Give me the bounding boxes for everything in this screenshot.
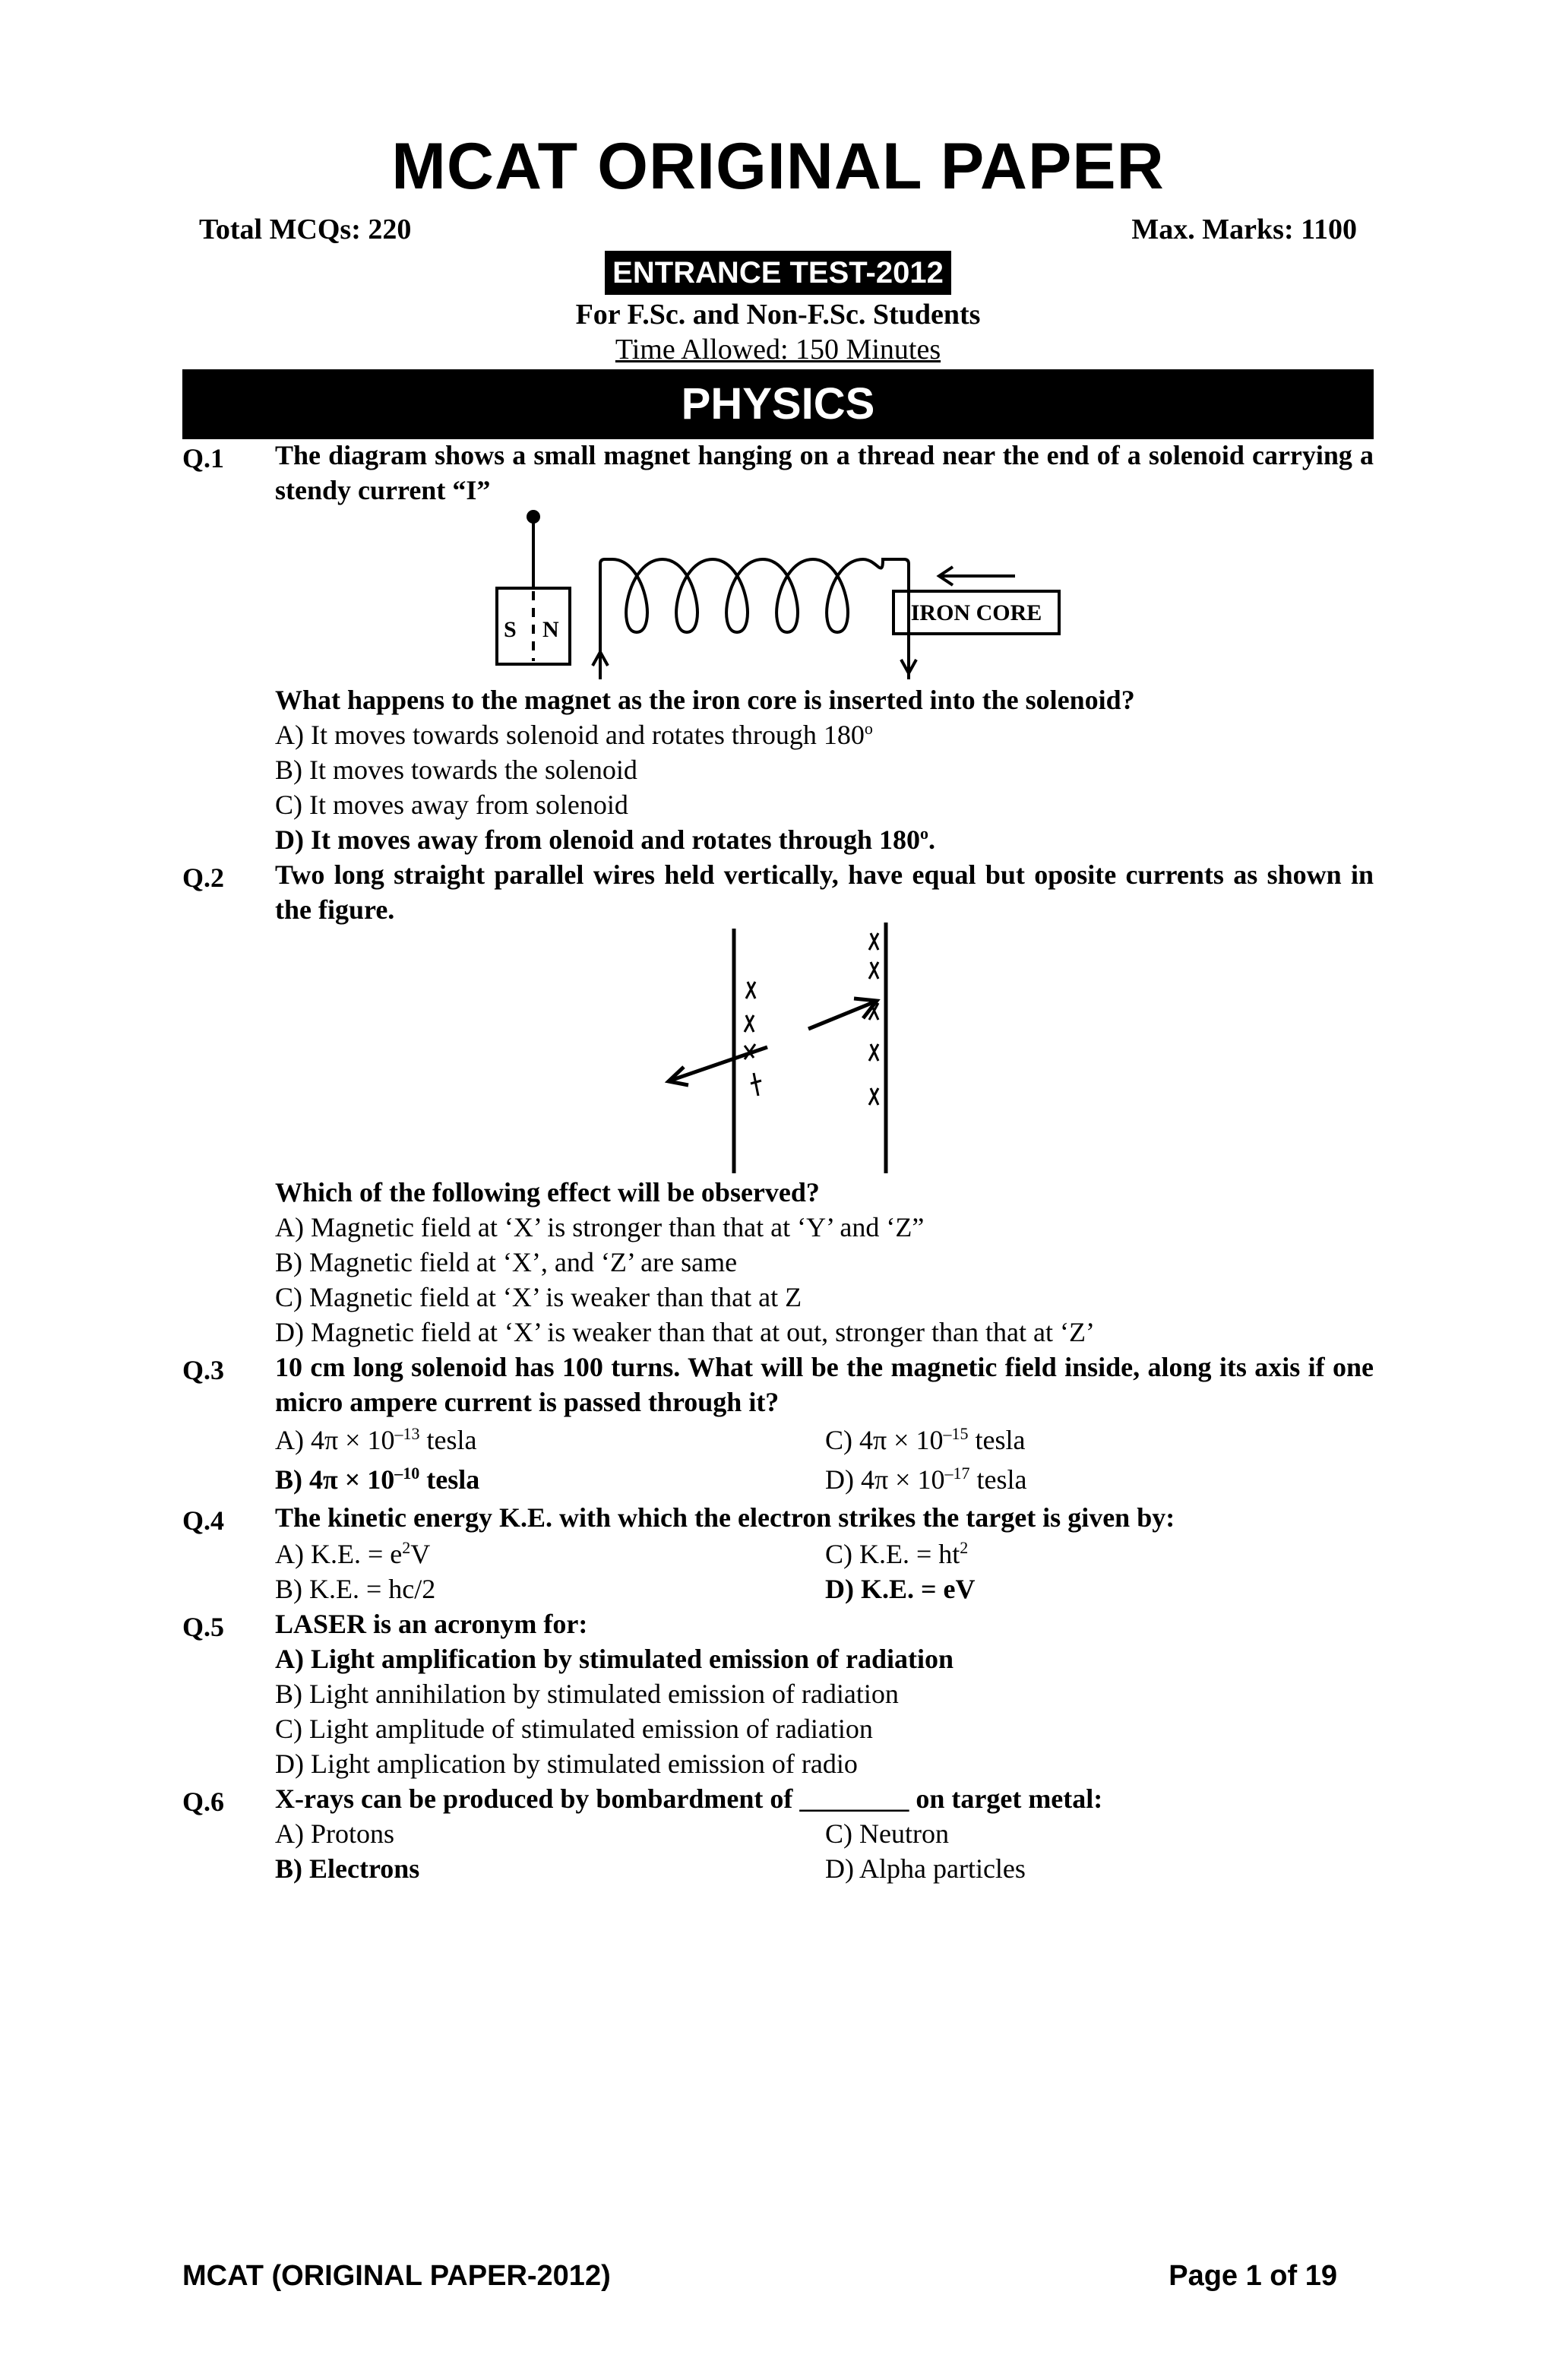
- option-d-correct: D) K.E. = eV: [825, 1574, 976, 1604]
- option-b-correct: B) $4\pi \times 10^{-10}$ tesla: [275, 1464, 480, 1495]
- option-a: A) $4\pi \times 10^{-13}$ tesla: [275, 1424, 477, 1455]
- footer-title: MCAT (ORIGINAL PAPER-2012): [182, 2260, 611, 2292]
- option-a: A) Protons: [275, 1818, 395, 1849]
- parallel-wires-diagram: [653, 923, 912, 1181]
- option-a: A) Magnetic field at ‘X’ is stronger than that at ‘Y’ and ‘Z”: [275, 1212, 925, 1242]
- option-b: B) K.E. = hc/2: [275, 1574, 436, 1604]
- iron-core-label: IRON CORE: [910, 600, 1042, 625]
- total-mcqs: Total MCQs: 220: [199, 214, 412, 245]
- option-d: D) Alpha particles: [825, 1853, 1026, 1884]
- option-c: C) K.E. = $ht^2$: [825, 1538, 969, 1569]
- question-text: X-rays can be produced by bombardment of ________ on target metal:: [275, 1783, 1103, 1814]
- option-d: D) $4\pi \times 10^{-17}$ tesla: [825, 1464, 1027, 1495]
- question-text: 10 cm long solenoid has 100 turns. What will be the magnetic field inside, along its axis if one micro ampere current is passed through it?: [275, 1352, 1374, 1417]
- option-c: C) Neutron: [825, 1818, 949, 1849]
- question-number: Q.4: [182, 1505, 225, 1536]
- entrance-test-label: ENTRANCE TEST-2012: [605, 251, 951, 295]
- question-number: Q.2: [182, 862, 225, 893]
- option-a: A) It moves towards solenoid and rotates through 180$^o$: [275, 719, 873, 750]
- north-pole-label: N: [542, 617, 559, 642]
- page-number: Page 1 of 19: [1169, 2260, 1337, 2292]
- option-c: C) Light amplitude of stimulated emission of radiation: [275, 1714, 873, 1744]
- option-b-correct: B) Electrons: [275, 1853, 420, 1884]
- question-number: Q.6: [182, 1787, 225, 1817]
- question-text: LASER is an acronym for:: [275, 1609, 588, 1639]
- question-text: The kinetic energy K.E. with which the electron strikes the target is given by:: [275, 1502, 1175, 1533]
- question-number: Q.1: [182, 443, 225, 473]
- option-a: A) K.E. = $e^2V$: [275, 1538, 431, 1569]
- question-prompt: What happens to the magnet as the iron core is inserted into the solenoid?: [275, 685, 1135, 715]
- option-c: C) Magnetic field at ‘X’ is weaker than that at Z: [275, 1282, 802, 1312]
- option-b: B) Light annihilation by stimulated emission of radiation: [275, 1679, 899, 1709]
- option-b: B) Magnetic field at ‘X’, and ‘Z’ are same: [275, 1247, 738, 1277]
- south-pole-label: S: [504, 617, 517, 642]
- option-d: D) Magnetic field at ‘X’ is weaker than that at out, stronger than that at ‘Z’: [275, 1317, 1095, 1347]
- option-d: D) Light amplication by stimulated emission of radio: [275, 1749, 858, 1779]
- option-c: C) $4\pi \times 10^{-15}$ tesla: [825, 1424, 1026, 1455]
- max-marks: Max. Marks: 1100: [1131, 214, 1357, 245]
- option-c: C) It moves away from solenoid: [275, 790, 628, 820]
- question-text: Two long straight parallel wires held vertically, have equal but oposite currents as shown in the figure.: [275, 859, 1374, 925]
- solenoid-magnet-diagram: [486, 503, 1079, 693]
- time-allowed: Time Allowed: 150 Minutes: [615, 334, 941, 366]
- section-heading: PHYSICS: [182, 369, 1374, 439]
- question-prompt: Which of the following effect will be observed?: [275, 1177, 820, 1207]
- question-number: Q.5: [182, 1612, 225, 1642]
- option-a-correct: A) Light amplification by stimulated emission of radiation: [275, 1644, 954, 1674]
- option-b: B) It moves towards the solenoid: [275, 755, 637, 785]
- paper-title: MCAT ORIGINAL PAPER: [391, 130, 1165, 203]
- students-line: For F.Sc. and Non-F.Sc. Students: [575, 299, 981, 331]
- question-number: Q.3: [182, 1355, 225, 1385]
- option-d-correct: D) It moves away from olenoid and rotates through 180$^o$.: [275, 824, 936, 855]
- question-text: The diagram shows a small magnet hanging on a thread near the end of a solenoid carrying a stendy current “I”: [275, 440, 1374, 505]
